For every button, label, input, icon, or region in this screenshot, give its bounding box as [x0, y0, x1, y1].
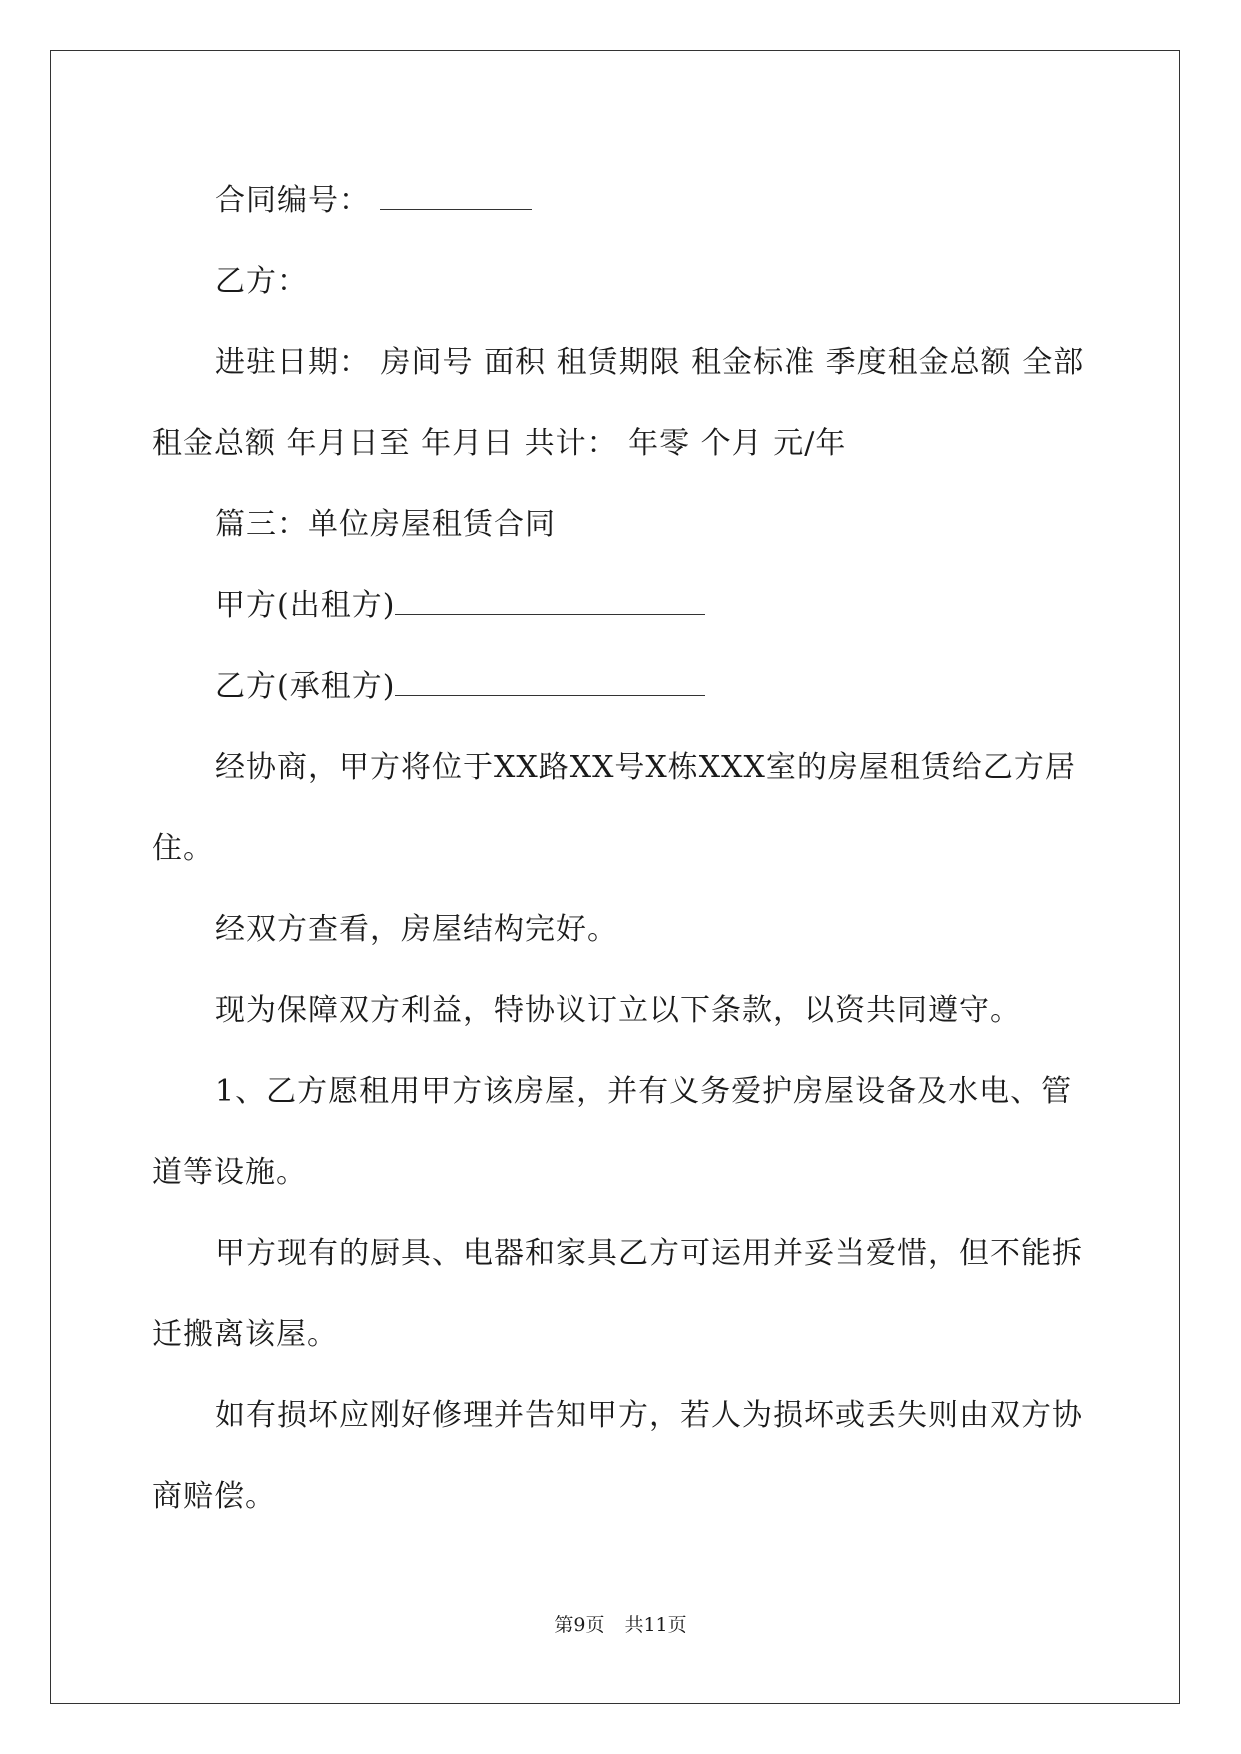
page-number-total: 共11页 — [624, 1614, 687, 1636]
paragraph-inspection: 经双方查看，房屋结构完好。 — [215, 912, 618, 947]
lessee-line — [152, 646, 1092, 727]
paragraph-terms-intro: 现为保障双方利益，特协议订立以下条款，以资共同遵守。 — [215, 993, 1021, 1028]
paragraph-damage: 如有损坏应刚好修理并告知甲方，若人为损坏或丢失则由双方协商赔偿。 — [152, 1398, 1083, 1514]
contract-number-label: 合同编号： — [215, 183, 370, 218]
party-b-line: 乙方： — [215, 264, 308, 299]
lessee-label: 乙方(承租方) — [215, 669, 396, 704]
page-number-current: 第9页 — [554, 1614, 605, 1636]
lessor-line — [152, 565, 1092, 646]
lessor-blank — [395, 590, 705, 615]
contract-number-line — [152, 160, 1092, 241]
move-in-details: 进驻日期： 房间号 面积 租赁期限 租金标准 季度租金总额 全部租金总额 年月日至 年月日 共计： 年零 个月 元/年 — [152, 345, 1085, 461]
document-body — [152, 160, 1092, 1537]
section-heading: 篇三：单位房屋租赁合同 — [215, 507, 556, 542]
lessor-label: 甲方(出租方) — [215, 588, 396, 623]
paragraph-furniture: 甲方现有的厨具、电器和家具乙方可运用并妥当爱惜，但不能拆迁搬离该屋。 — [152, 1236, 1083, 1352]
paragraph-negotiation: 经协商，甲方将位于XX路XX号X栋XXX室的房屋租赁给乙方居住。 — [152, 750, 1076, 866]
paragraph-clause-1: 1、乙方愿租用甲方该房屋，并有义务爱护房屋设备及水电、管道等设施。 — [152, 1074, 1073, 1190]
lessee-blank — [395, 671, 705, 696]
contract-number-blank — [380, 185, 532, 210]
page-footer — [0, 1610, 1241, 1637]
